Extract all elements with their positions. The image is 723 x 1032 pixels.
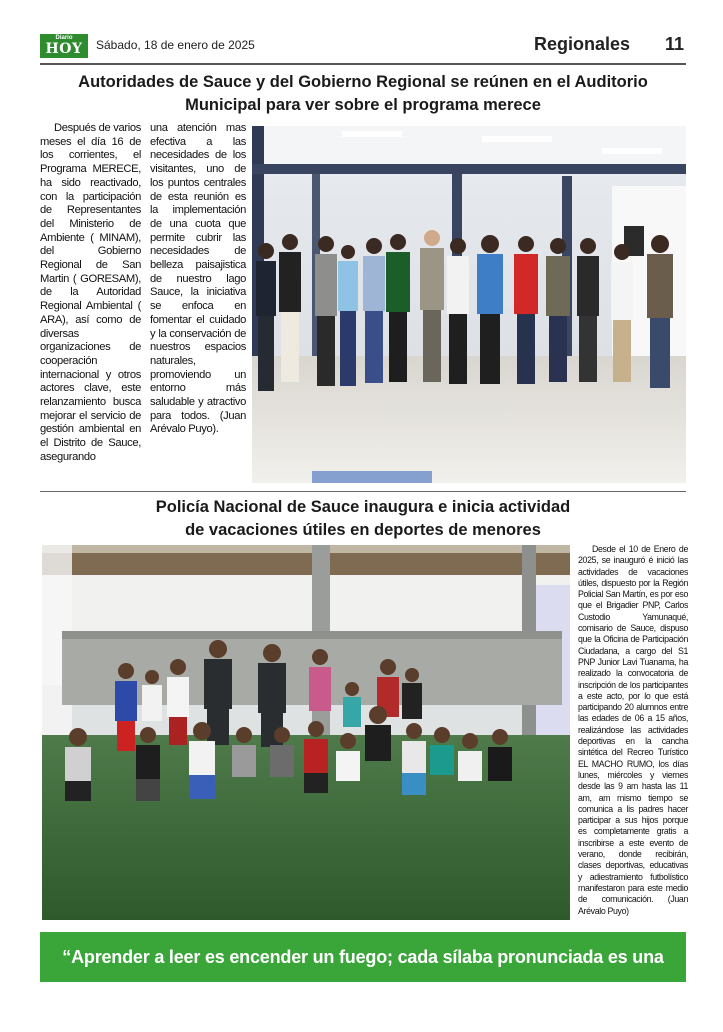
page-number: 11 <box>664 34 684 54</box>
article2-photo <box>42 545 570 920</box>
article2-headline-line2: de vacaciones útiles en deportes de menores <box>185 521 541 539</box>
article1-headline-line2: Municipal para ver sobre el programa merece <box>185 96 541 114</box>
article2-headline-line1: Policía Nacional de Sauce inaugura e inicia actividad <box>155 498 571 516</box>
quote-text: “Aprender a leer es encender un fuego; cada sílaba pronunciada es una chispa”. <box>62 947 664 1017</box>
article1-headline <box>40 71 686 117</box>
article1-headline-line1: Autoridades de Sauce y del Gobierno Regional se reúnen en el Auditorio <box>78 73 648 91</box>
newspaper-logo <box>40 34 88 58</box>
page-header <box>40 32 686 62</box>
section-title: Regionales <box>533 34 630 54</box>
article2-text: Desde el 10 de Enero de 2025, se inauguró é inició las actividades de vacaciones útiles, dispuesto por la Región Policial San Martín, es por eso que el Brigadier PNP, Carlos Custodio Yamunaqué, comisario de Sauce, dispuso que la Oficina de Participación Ciudadana, a cargo del S1 PNP Junior Lavi Tuanama, ha realizado la convocatoria de inscripción de los participantes a este acto, por lo que está participando 20 alumnos entre las edades de 06 a 15 años, realizándose las actividades deportivas en la cancha sintética del Recreo Turístico EL MACHO RUMO, los días lunes, miércoles y viernes desde las 9 am hasta las 11 am, am mismo tiempo se comunica a lis padres hacer participar a sus hijos porque es completamente gratis a inscribirse a este evento de verano, donde recibirán, clases deportivas, educativas y adiestramiento futbolístico manifestaron para este medio de comunicación. (Juan Arévalo Puyo) <box>578 544 688 916</box>
article1-col1-text: Después de varios meses el día 16 de los corrientes, el Programa MERECE, ha sido reactivado, con la participación de Representantes del Ministerio de Ambiente ( MINAM), del Gobierno Regional de San Martin ( GORESAM), de la Autoridad Regional Ambiental ( ARA), así como de diversas organizaciones de cooperación internacional y otros actores clave, este relanzamiento busca mejorar el servicio de gestión ambiental en el Distrito de Sauce, asegurando <box>40 122 141 463</box>
article-divider <box>40 491 686 492</box>
logo-big-text: HOY <box>45 41 83 57</box>
article2-headline <box>40 496 686 542</box>
quote-banner <box>40 932 686 1017</box>
article1-photo <box>252 126 686 483</box>
issue-date: Sábado, 18 de enero de 2025 <box>96 38 255 52</box>
header-rule <box>40 63 686 65</box>
kids-sports-photo-icon <box>42 545 570 920</box>
logo-small-text: Diario <box>55 35 73 41</box>
article1-col2-text: una atención mas efectiva a las necesidades de los visitantes, uno de los puntos centrales de esta reunión es la implementación de una cuota que permite cubrir las necesidades de belleza paisajistica de nuestro lago Sauce, la iniciativa se enfoca en fomentar el cuidado y la conservación de nuestros espacios naturales, promoviendo un entorno más saludable y atractivo para todos. (Juan Arévalo Puyo). <box>150 122 246 436</box>
article1-column2 <box>150 122 246 437</box>
group-meeting-photo-icon <box>252 126 686 483</box>
article2-column <box>578 544 688 917</box>
article1-column1 <box>40 122 141 465</box>
